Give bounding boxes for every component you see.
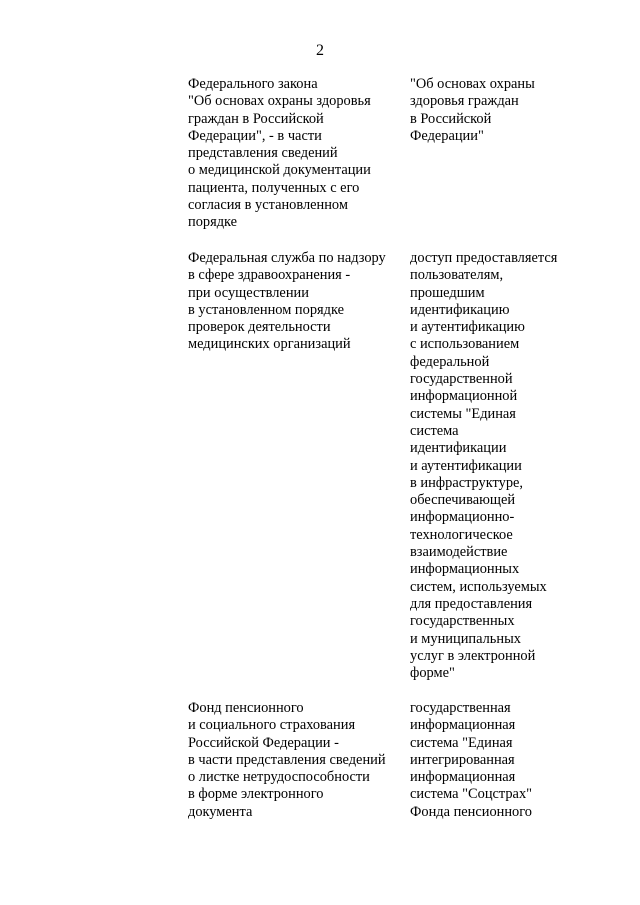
row-3-left-cell: Фонд пенсионного и социального страхования Российской Федерации - в части представления сведений о листке нетрудоспособности в форме электронного документа [188, 700, 386, 820]
page-number: 2 [316, 42, 324, 59]
row-2-left-cell: Федеральная служба по надзору в сфере здравоохранения - при осуществлении в установленном порядке проверок деятельности медицинских организаций [188, 250, 386, 353]
row-1-left-cell: Федерального закона "Об основах охраны здоровья граждан в Российской Федерации", - в части представления сведений о медицинской документации пациента, полученных с его согласия в установленном порядке [188, 76, 371, 231]
row-1-right-cell: "Об основах охраны здоровья граждан в Российской Федерации" [410, 76, 535, 144]
row-2-right-cell: доступ предоставляется пользователям, прошедшим идентификацию и аутентификацию с использованием федеральной государственной информационной системы "Единая система идентификации и аутентификации в инфраструктуре, обеспечивающей информационно- технологическое взаимодействие информационных систем, используемых для предоставления государственных и муниципальных услуг в электронной форме" [410, 250, 558, 682]
row-3-right-cell: государственная информационная система "Единая интегрированная информационная система "Соцстрах" Фонда пенсионного [410, 700, 533, 820]
